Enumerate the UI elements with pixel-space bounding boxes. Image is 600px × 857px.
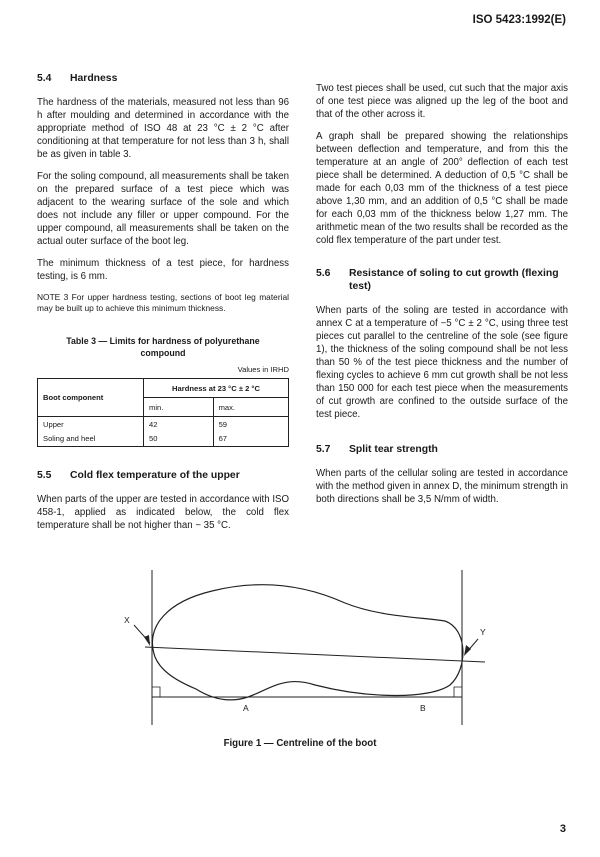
- table-cell-component: Upper: [38, 417, 144, 432]
- section-5-5-heading: [37, 469, 289, 482]
- label-a: A: [243, 703, 249, 713]
- section-title: Cold flex temperature of the upper: [70, 470, 240, 481]
- label-y: Y: [480, 627, 486, 637]
- split-tear-paragraph: When parts of the cellular soling are tested in accordance with the method given in annex D, the minimum strength in both directions shall be 3,5 N/mm of width.: [316, 468, 569, 505]
- section-5-7-heading: [316, 443, 568, 456]
- note-3: NOTE 3 For upper hardness testing, sections of boot leg material may be built up to achieve this minimum thickness.: [37, 292, 289, 313]
- graph-paragraph: A graph shall be prepared showing the relationships between deflection and temperature, and from this the temperature at an angle of 200° deflection of each test piece shall be determined. A deduction of 0,5 °C shall be made for each 0,03 mm of the thickness of a test piece above 1,30 mm, and an addition of 0,5 °C shall be made for each 0,03 mm of the thickness below 1,27 mm. The arithmetic mean of the two results shall be recorded as the cold flex temperature of the part under test.: [316, 131, 568, 246]
- section-number: 5.6: [316, 268, 331, 279]
- table-cell-max: 59: [213, 417, 288, 432]
- table-3-caption: [37, 336, 289, 359]
- label-b: B: [420, 703, 426, 713]
- table-header-max: max.: [213, 398, 288, 417]
- table-caption-line-2: compound: [140, 347, 186, 358]
- section-5-4-heading: [37, 72, 289, 85]
- table-units: Values in IRHD: [237, 365, 289, 374]
- test-pieces-paragraph: Two test pieces shall be used, cut such that the major axis of one test piece was aligned up the leg of the boot and that of the other across it.: [316, 83, 568, 120]
- sole-outline: [152, 585, 462, 700]
- table-caption-line-1: Table 3 — Limits for hardness of polyurethane: [66, 336, 260, 346]
- boot-centreline-diagram: [100, 565, 520, 730]
- arrow-x-head: [144, 635, 150, 646]
- right-angle-mark-left: [152, 687, 160, 697]
- standard-id: ISO 5423:1992(E): [472, 14, 566, 26]
- hardness-paragraph-3: The minimum thickness of a test piece, for hardness testing, is 6 mm.: [37, 258, 289, 282]
- figure-1-caption: Figure 1 — Centreline of the boot: [223, 738, 377, 749]
- section-5-6-heading: [316, 267, 568, 293]
- section-number: 5.7: [316, 444, 331, 455]
- left-column: [37, 72, 289, 541]
- cut-growth-paragraph: When parts of the soling are tested in accordance with annex C at a temperature of −5 °C ± 2 °C, using three test pieces cut parallel to the centreline of the sole (see figure 1), the thickness of the soling compound shall be not less than 50 % of the test piece thickness and the number of flexing cycles to achieve 6 mm cut growth shall be not less than 150 000 for each test piece when the measurements of cut growth are confined to the outside surface of the test piece.: [316, 305, 568, 420]
- section-number: 5.4: [37, 73, 52, 84]
- cold-flex-paragraph: When parts of the upper are tested in accordance with ISO 458-1, applied as indicated below, the cold flex temperature shall be not higher than − 35 °C.: [37, 494, 290, 531]
- right-column: [316, 82, 568, 515]
- right-angle-mark-right: [454, 687, 462, 697]
- section-number: 5.5: [37, 470, 52, 481]
- hardness-paragraph-2: For the soling compound, all measurements shall be taken on the prepared surface of a test piece which was adjacent to the wearing surface of the sole and which does not include any filler or upper compound. For the upper compound, all measurements shall be taken on the actual outer surface of the boot leg.: [37, 171, 289, 247]
- label-x: X: [124, 615, 130, 625]
- table-row: [38, 432, 289, 447]
- section-title: Resistance of soling to cut growth (flexing test): [349, 268, 559, 292]
- page-number: 3: [559, 823, 566, 835]
- arrow-y-head: [464, 645, 471, 656]
- hardness-table: [37, 378, 289, 447]
- table-row: [38, 417, 289, 432]
- table-cell-min: 42: [144, 417, 214, 432]
- centreline: [145, 647, 485, 662]
- table-cell-max: 67: [213, 432, 288, 447]
- table-header-min: min.: [144, 398, 214, 417]
- section-title: Split tear strength: [349, 444, 438, 455]
- figure-1: [100, 565, 520, 735]
- table-header-hardness: Hardness at 23 °C ± 2 °C: [144, 379, 289, 398]
- table-cell-min: 50: [144, 432, 214, 447]
- hardness-paragraph-1: The hardness of the materials, measured not less than 96 h after moulding and determined in accordance with the appropriate method of ISO 48 at 23 °C ± 2 °C after conditioning at that temperature for not less than 3 h, shall be as given in table 3.: [37, 97, 289, 160]
- table-header-component: Boot component: [38, 379, 144, 417]
- section-title: Hardness: [70, 73, 118, 84]
- table-cell-component: Soling and heel: [38, 432, 144, 447]
